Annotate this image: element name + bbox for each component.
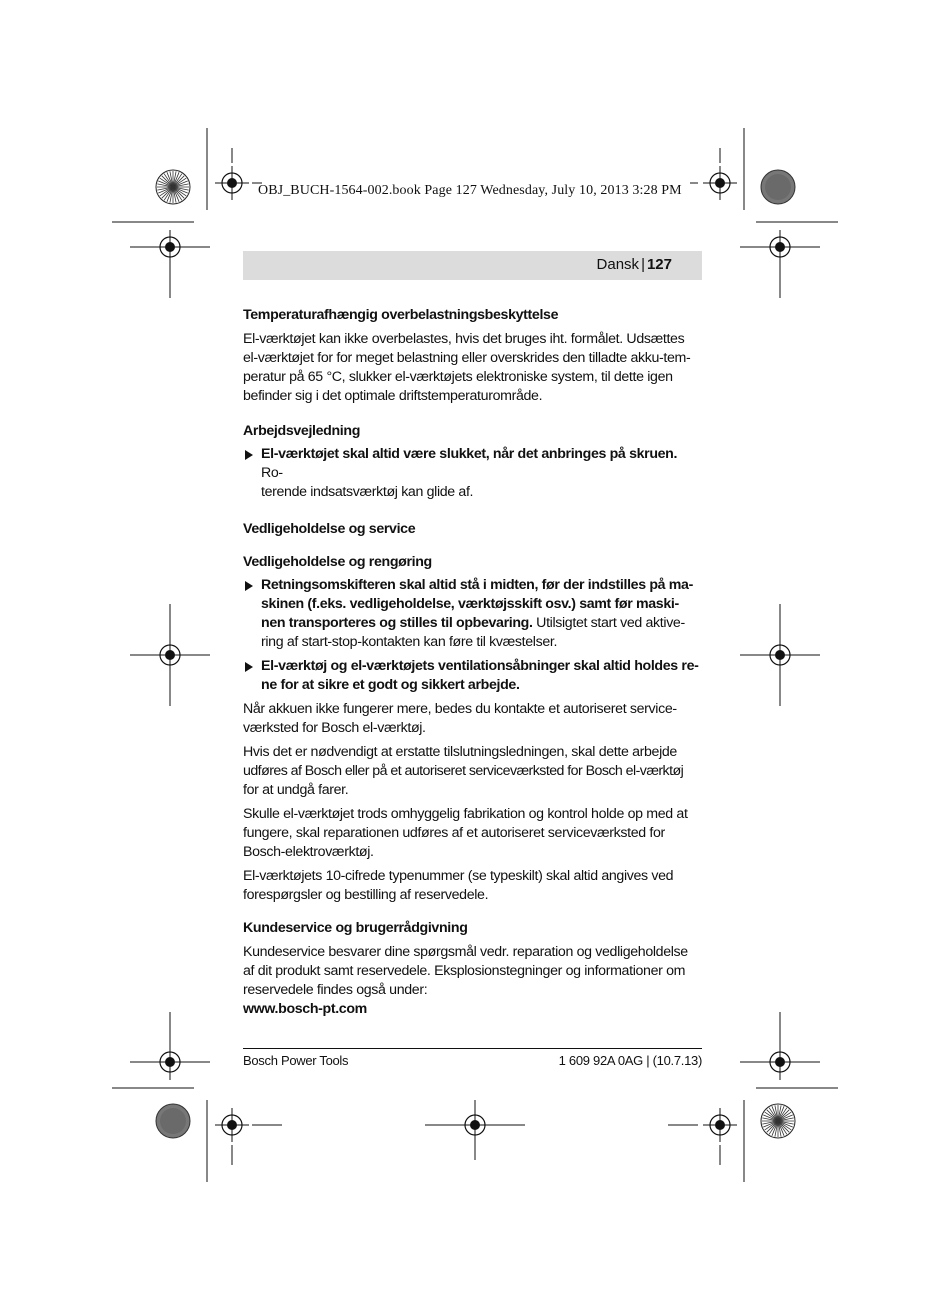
paragraph-repair: Skulle el-værktøjet trods omhyggelig fabrikation og kontrol holde op med at fungere, skal reparationen udføres af et autoriseret serviceværksted for Bosch-elektroværktøj. bbox=[243, 806, 688, 860]
section-work bbox=[243, 422, 702, 502]
heading-customer-service: Kundeservice og brugerrådgivning bbox=[243, 920, 468, 936]
header-separator: | bbox=[641, 256, 645, 273]
footer-document-number: 1 609 92A 0AG | (10.7.13) bbox=[558, 1053, 702, 1068]
print-slug: OBJ_BUCH-1564-002.book Page 127 Wednesday, July 10, 2013 3:28 PM bbox=[258, 183, 682, 198]
customer-line-2: af dit produkt samt reservedele. Eksplosionstegninger og informationer om bbox=[243, 963, 686, 979]
overload-line-3: peratur på 65 °C, slukker el-værktøjets elektroniske system, til dette igen bbox=[243, 369, 673, 385]
heading-maintenance: Vedligeholdelse og service bbox=[243, 521, 416, 537]
cleaning-bullet-1-line-4: ring af start-stop-kontakten kan føre til kvæstelser. bbox=[261, 634, 558, 650]
header-language: Dansk bbox=[596, 256, 640, 273]
paragraph-type-number: El-værktøjets 10-cifrede typenummer (se typeskilt) skal altid angives ved forespørgsler og bestilling af reservedele. bbox=[243, 868, 674, 903]
page-number: 127 bbox=[646, 256, 672, 273]
customer-line-3: reservedele findes også under: bbox=[243, 982, 428, 998]
paragraph-cable: Hvis det er nødvendigt at erstatte tilslutningsledningen, skal dette arbejde udføres af Bosch eller på et autoriseret serviceværksted for Bosch el-værktøj for at undgå farer. bbox=[243, 744, 684, 798]
paragraph-battery: Når akkuen ikke fungerer mere, bedes du kontakte et autoriseret service- værksted for Bosch el-værktøj. bbox=[243, 701, 677, 736]
footer-rule bbox=[243, 1048, 702, 1049]
cleaning-bullet-1 bbox=[243, 576, 702, 652]
customer-line-1: Kundeservice besvarer dine spørgsmål vedr. reparation og vedligeholdelse bbox=[243, 944, 688, 960]
bosch-website-link[interactable]: www.bosch-pt.com bbox=[243, 1001, 367, 1017]
cleaning-bullet-1-line-2: skinen (f.eks. vedligeholdelse, værktøjsskift osv.) samt før maski- bbox=[261, 596, 679, 612]
heading-overload: Temperaturafhængig overbelastningsbeskyttelse bbox=[243, 307, 559, 323]
section-customer-service bbox=[243, 919, 702, 1019]
cleaning-bullet-1-line-3: nen transporteres og stilles til opbevaring. Utilsigtet start ved aktive- bbox=[261, 615, 685, 631]
heading-work: Arbejdsvejledning bbox=[243, 423, 361, 439]
work-bullet-line-2: terende indsatsværktøj kan glide af. bbox=[261, 484, 474, 500]
header-label bbox=[597, 256, 672, 273]
work-bullet-bold: El-værktøjet skal altid være slukket, når det anbringes på skruen. bbox=[261, 446, 678, 462]
bullet-triangle-icon bbox=[245, 662, 253, 672]
bullet-triangle-icon bbox=[245, 450, 253, 460]
work-bullet-tail: Ro- bbox=[261, 465, 283, 481]
page-header bbox=[243, 251, 702, 280]
cleaning-bullet-2 bbox=[243, 657, 702, 695]
page-content bbox=[243, 306, 702, 1019]
overload-line-2: el-værktøjet for for meget belastning eller overskrides den tilladte akku-tem- bbox=[243, 350, 691, 366]
overload-line-1: El-værktøjet kan ikke overbelastes, hvis det bruges iht. formålet. Udsættes bbox=[243, 331, 685, 347]
work-bullet-line-1 bbox=[261, 445, 702, 483]
cleaning-bullet-1-line-1: Retningsomskifteren skal altid stå i midten, før der indstilles på ma- bbox=[261, 577, 693, 593]
work-bullet bbox=[243, 445, 702, 502]
section-maintenance bbox=[243, 520, 702, 905]
footer-brand: Bosch Power Tools bbox=[243, 1053, 349, 1068]
section-overload bbox=[243, 306, 702, 406]
bullet-triangle-icon bbox=[245, 581, 253, 591]
cleaning-bullet-2-line-2: ne for at sikre et godt og sikkert arbejde. bbox=[261, 677, 520, 693]
overload-line-4: befinder sig i det optimale driftstemperaturområde. bbox=[243, 388, 543, 404]
cleaning-bullet-2-line-1: El-værktøj og el-værktøjets ventilationsåbninger skal altid holdes re- bbox=[261, 658, 699, 674]
heading-cleaning: Vedligeholdelse og rengøring bbox=[243, 554, 432, 570]
